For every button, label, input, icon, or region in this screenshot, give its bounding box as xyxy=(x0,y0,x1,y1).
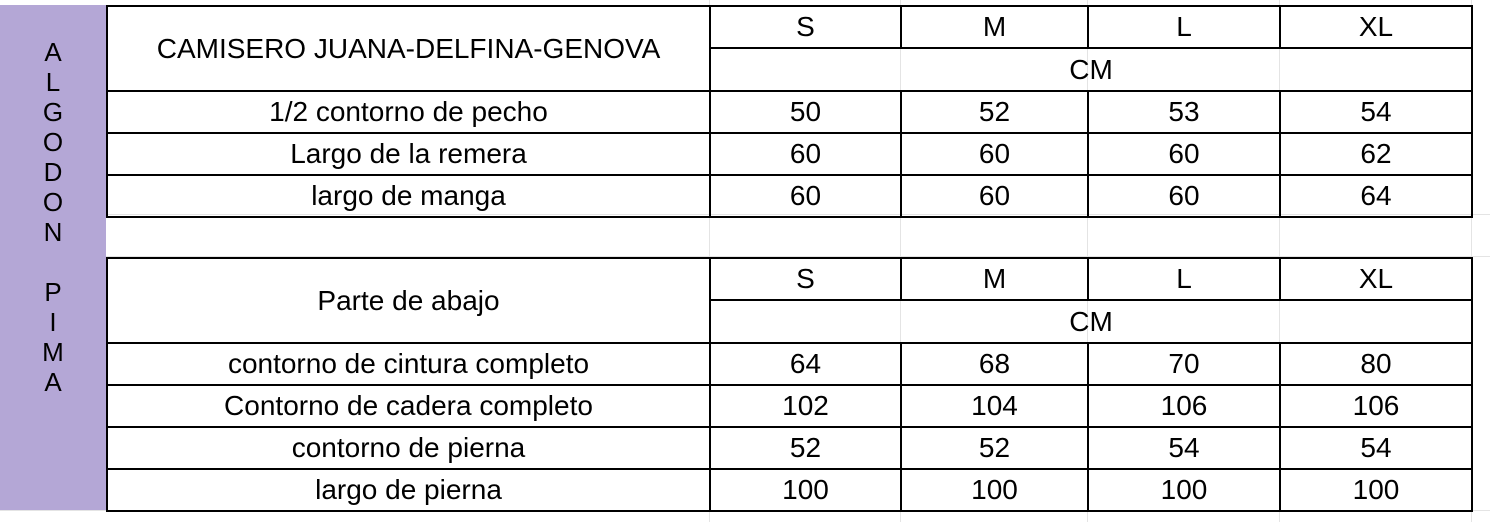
table-row xyxy=(107,343,1472,385)
material-letter: G xyxy=(42,97,64,127)
table-row xyxy=(107,427,1472,469)
table-row xyxy=(107,385,1472,427)
measure-value: 52 xyxy=(710,427,901,469)
size-header: L xyxy=(1088,6,1280,48)
measure-value: 100 xyxy=(710,469,901,511)
table-row xyxy=(107,133,1472,175)
measure-value: 52 xyxy=(901,427,1088,469)
size-header: M xyxy=(901,6,1088,48)
size-table-bottom xyxy=(106,257,1473,512)
size-header: S xyxy=(710,6,901,48)
measure-value: 68 xyxy=(901,343,1088,385)
measure-value: 64 xyxy=(710,343,901,385)
size-table-top xyxy=(106,5,1473,218)
measure-value: 100 xyxy=(1088,469,1280,511)
material-letter: N xyxy=(43,217,63,247)
material-letter: I xyxy=(49,307,57,337)
unit-header: CM xyxy=(710,300,1472,343)
material-letter: P xyxy=(44,277,62,307)
measure-value: 104 xyxy=(901,385,1088,427)
material-label-column xyxy=(0,5,106,510)
measure-value: 62 xyxy=(1280,133,1472,175)
measure-label: Contorno de cadera completo xyxy=(107,385,710,427)
table-title: Parte de abajo xyxy=(107,258,710,343)
measure-value: 80 xyxy=(1280,343,1472,385)
measure-value: 106 xyxy=(1088,385,1280,427)
table-row xyxy=(107,175,1472,217)
size-header: M xyxy=(901,258,1088,300)
measure-value: 106 xyxy=(1280,385,1472,427)
size-header: XL xyxy=(1280,258,1472,300)
size-header: L xyxy=(1088,258,1280,300)
measure-value: 60 xyxy=(1088,175,1280,217)
material-label-letters xyxy=(0,37,106,397)
measure-value: 100 xyxy=(901,469,1088,511)
size-header: S xyxy=(710,258,901,300)
material-letter: O xyxy=(42,187,64,217)
measure-value: 60 xyxy=(901,175,1088,217)
material-letter: O xyxy=(42,127,64,157)
measure-value: 54 xyxy=(1088,427,1280,469)
measure-value: 60 xyxy=(710,175,901,217)
material-letter: D xyxy=(43,157,63,187)
measure-value: 70 xyxy=(1088,343,1280,385)
measure-label: contorno de pierna xyxy=(107,427,710,469)
unit-header: CM xyxy=(710,48,1472,91)
table-row xyxy=(107,91,1472,133)
table-row xyxy=(107,469,1472,511)
measure-label: contorno de cintura completo xyxy=(107,343,710,385)
measure-value: 53 xyxy=(1088,91,1280,133)
measure-value: 64 xyxy=(1280,175,1472,217)
measure-value: 60 xyxy=(1088,133,1280,175)
measure-value: 100 xyxy=(1280,469,1472,511)
material-letter: A xyxy=(44,37,62,67)
measure-value: 54 xyxy=(1280,427,1472,469)
measure-label: Largo de la remera xyxy=(107,133,710,175)
measure-value: 50 xyxy=(710,91,901,133)
measure-value: 54 xyxy=(1280,91,1472,133)
measure-value: 102 xyxy=(710,385,901,427)
measure-value: 60 xyxy=(710,133,901,175)
material-letter: M xyxy=(42,337,64,367)
measure-label: 1/2 contorno de pecho xyxy=(107,91,710,133)
measure-value: 52 xyxy=(901,91,1088,133)
measure-value: 60 xyxy=(901,133,1088,175)
size-header: XL xyxy=(1280,6,1472,48)
material-letter: L xyxy=(45,67,61,97)
measure-label: largo de manga xyxy=(107,175,710,217)
material-letter: A xyxy=(44,367,62,397)
measure-label: largo de pierna xyxy=(107,469,710,511)
table-title: CAMISERO JUANA-DELFINA-GENOVA xyxy=(107,6,710,91)
